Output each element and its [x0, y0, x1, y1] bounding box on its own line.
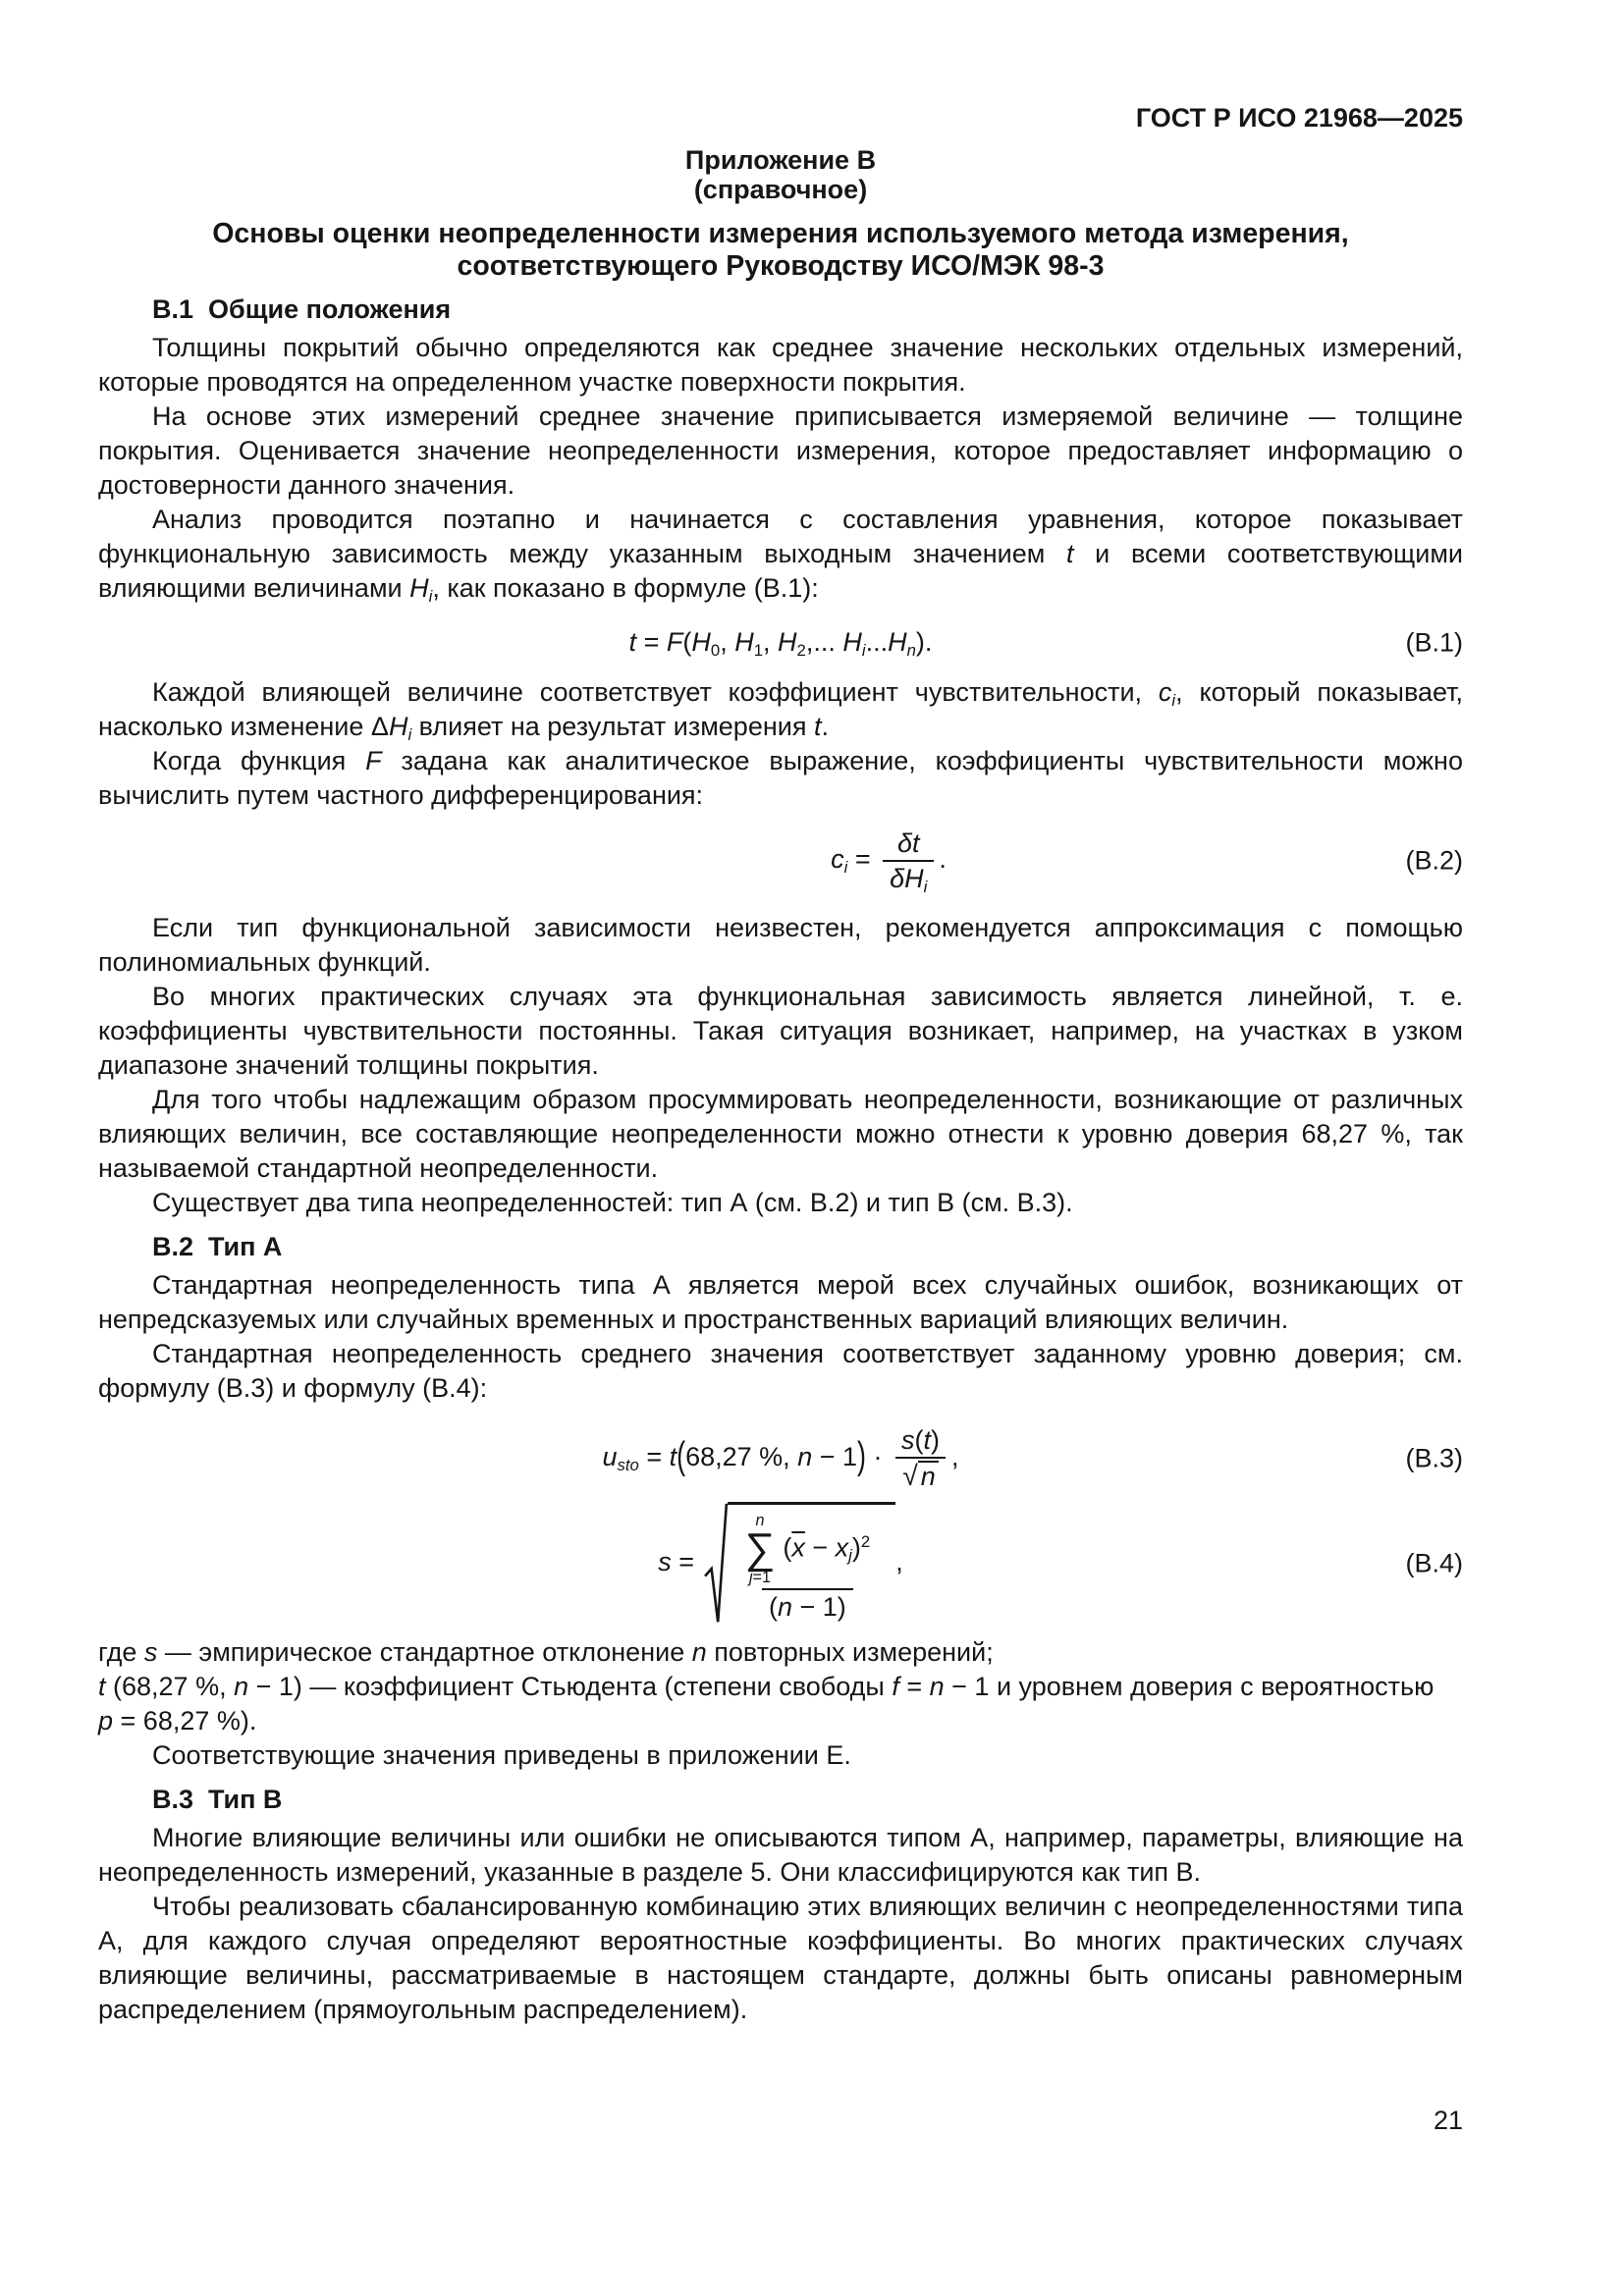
paragraph-b1-4: Каждой влияющей величине соответствует коэффициент чувствительности, $c_i$, который показывает, насколько изменение $\Delta H_i$ влияет на результат измерения t.	[98, 677, 1464, 745]
paragraph-b1-6: Если тип функциональной зависимости неизвестен, рекомендуется аппроксимация с помощью полиномиальных функций.	[98, 913, 1463, 977]
title-line-2: соответствующего Руководству ИСО/МЭК 98-3	[457, 250, 1105, 282]
formula-b4-label: (В.4)	[1405, 1548, 1463, 1578]
formula-b3-expression: $u_{sto} = t(68,27$ %, n − 1) · $\frac{s(t)}{√ n}$ ,	[602, 1425, 959, 1492]
formula-b2-label: (В.2)	[1405, 845, 1463, 876]
paragraph-b1-1: Толщины покрытий обычно определяются как среднее значение нескольких отдельных измерений, которые проводятся на определенном участке поверхности покрытия.	[98, 333, 1463, 397]
formula-b4-row	[98, 1502, 1463, 1626]
paragraph-b2-3: Соответствующие значения приведены в приложении Е.	[152, 1739, 851, 1770]
paragraph-b1-5: Когда функция F задана как аналитическое выражение, коэффициенты чувствительности можно вычислить путем частного дифференцирования:	[98, 746, 1463, 810]
formula-b3-row	[98, 1423, 1463, 1494]
paragraph-b3-2: Чтобы реализовать сбалансированную комбинацию этих влияющих величин с неопределенностями типа А, для каждого случая определяют вероятностные коэффициенты. Во многих практических случаях влияющие величины, рассматриваемые в настоящем стандарте, должны быть описаны равномерным распределением (прямоугольным распределением).	[98, 1891, 1463, 2024]
page-number: 21	[1433, 2106, 1463, 2135]
paragraph-b2-1: Стандартная неопределенность типа А является мерой всех случайных ошибок, возникающих от непредсказуемых или случайных временных и пространственных вариаций влияющих величин.	[98, 1270, 1463, 1334]
appendix-label: Приложение В	[684, 145, 877, 175]
formula-b3-label: (В.3)	[1405, 1443, 1463, 1473]
paragraph-b2-2: Стандартная неопределенность среднего значения соответствует заданному уровню доверия; см. формулу (В.3) и формулу (В.4):	[98, 1339, 1463, 1403]
paragraph-b1-2: На основе этих измерений среднее значение приписывается измеряемой величине — толщине покрытия. Оценивается значение неопределенности измерения, которое предоставляет информацию о достоверности данного значения.	[98, 401, 1463, 500]
section-heading-b1: В.1 Общие положения	[152, 294, 452, 324]
radical-sign	[704, 1502, 728, 1626]
section-heading-b2: В.2 Тип А	[152, 1232, 283, 1261]
paragraph-b1-8: Для того чтобы надлежащим образом просуммировать неопределенности, возникающие от различных влияющих величин, все составляющие неопределенности можно отнести к уровню доверия 68,27 %, так называемой стандартной неопределенности.	[98, 1085, 1463, 1183]
appendix-type: (справочное)	[693, 175, 868, 204]
formula-b2-row	[98, 827, 1463, 895]
formula-b2-expression: $c_i$ = $\frac{\delta t}{\delta H_i}$ .	[831, 828, 947, 897]
definition-t-line1: t (68,27 %, n − 1) — коэффициент Стьюдента (степени свободы f = n − 1 и уровнем доверия с вероятностью	[98, 1671, 1435, 1701]
section-heading-b3: В.3 Тип В	[152, 1784, 283, 1814]
paragraph-b1-3: Анализ проводится поэтапно и начинается с составления уравнения, которое показывает функциональную зависимость между указанным выходным значением t и всеми соответствующими влияющими величинами $H_i$, как показано в формуле (В.1):	[98, 505, 1463, 607]
formula-definitions	[98, 1635, 1463, 1738]
paragraph-b1-9: Существует два типа неопределенностей: тип А (см. В.2) и тип В (см. В.3).	[152, 1188, 1073, 1217]
formula-b4-expression: s = n ∑ j=1 $(\overline{x} - x_j)^2$ (n − 1) ,	[658, 1502, 902, 1626]
paragraph-b3-1: Многие влияющие величины или ошибки не описываются типом А, например, параметры, влияющие на неопределенность измерений, указанные в разделе 5. Они классифицируются как тип В.	[98, 1822, 1463, 1887]
formula-b1-row	[98, 625, 1463, 660]
definition-s: где s — эмпирическое стандартное отклонение n повторных измерений;	[98, 1636, 994, 1667]
title-line-1: Основы оценки неопределенности измерения используемого метода измерения,	[212, 218, 1349, 249]
formula-b1-expression: $t = F(H_0$, $H_1$, $H_2$,... $H_i...H_n$).	[628, 627, 933, 661]
formula-b1-label: (В.1)	[1405, 627, 1463, 657]
definition-t-line2: p = 68,27 %).	[98, 1705, 257, 1735]
document-header: ГОСТ Р ИСО 21968—2025	[1135, 103, 1463, 133]
document-title	[98, 218, 1463, 283]
paragraph-b1-7: Во многих практических случаях эта функциональная зависимость является линейной, т. е. коэффициенты чувствительности постоянны. Такая ситуация возникает, например, на участках в узком диапазоне значений толщины покрытия.	[98, 982, 1463, 1080]
appendix-header	[98, 145, 1463, 204]
